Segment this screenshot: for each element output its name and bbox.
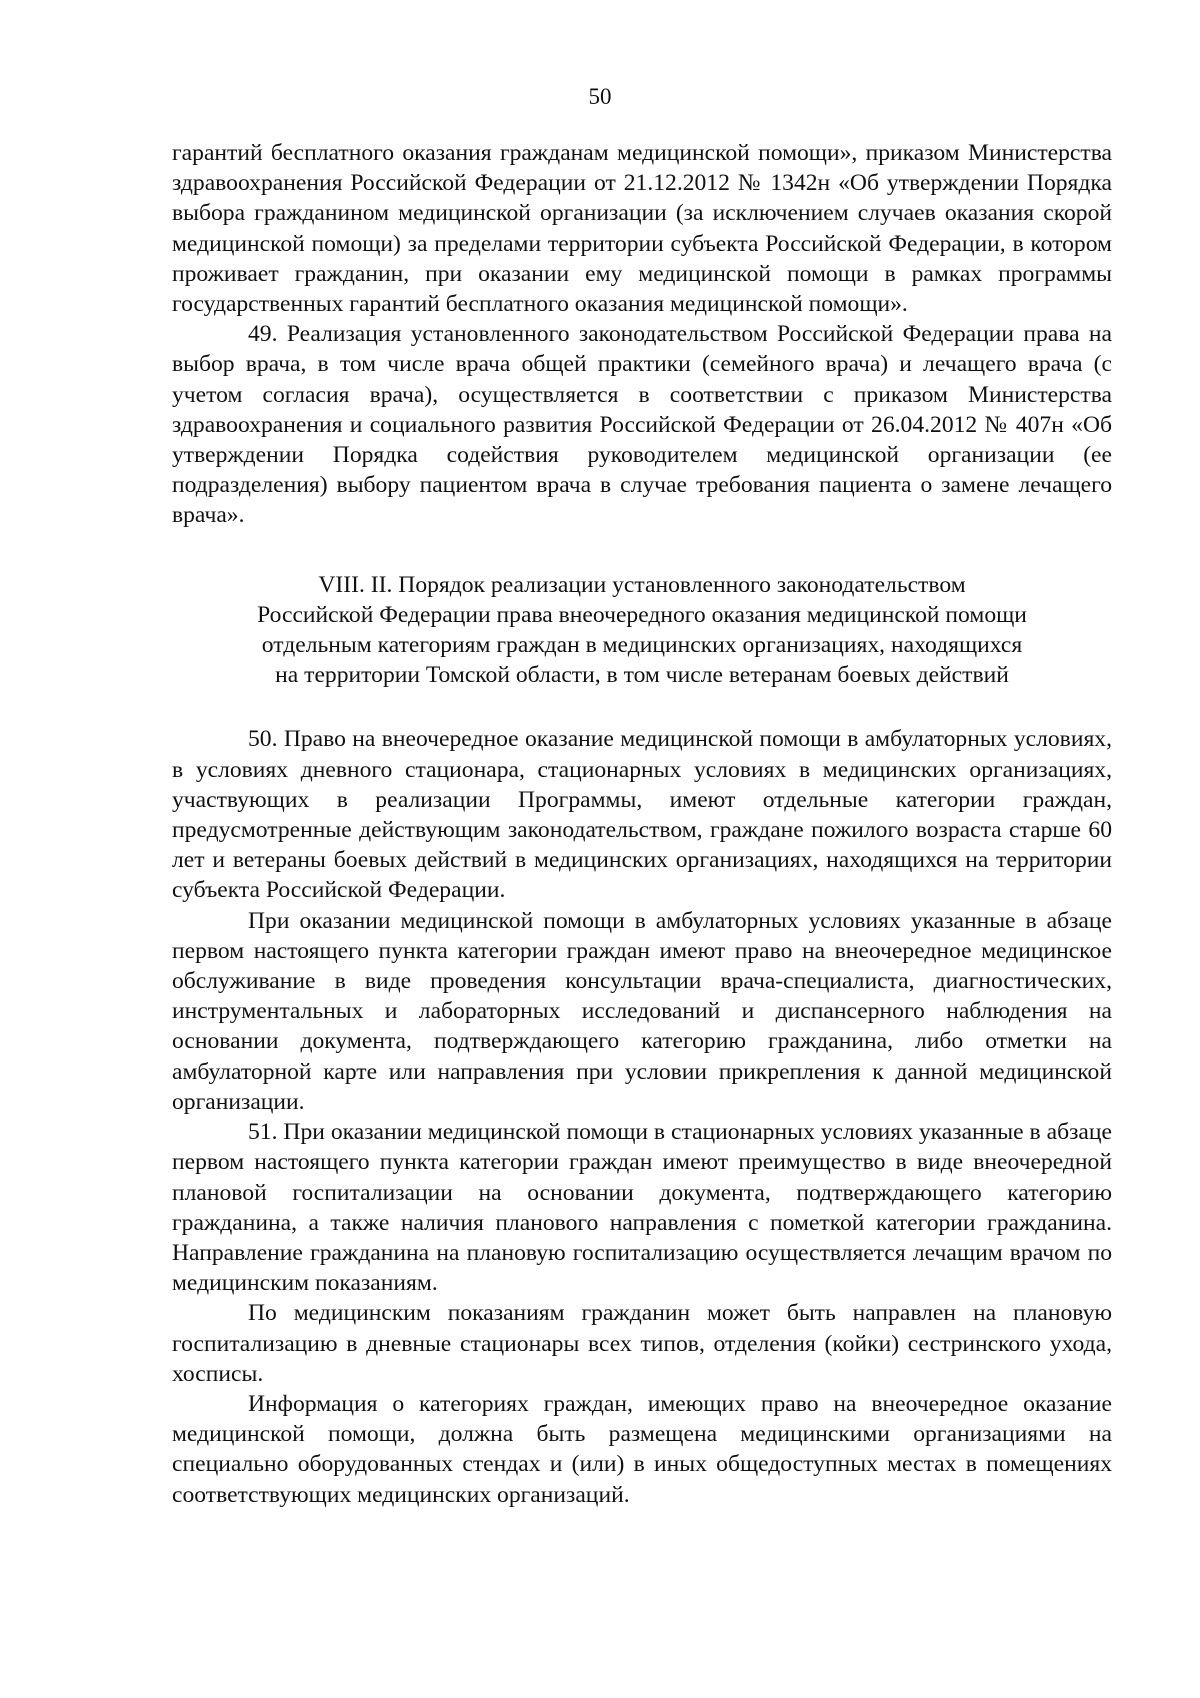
paragraph-50: 50. Право на внеочередное оказание медицинской помощи в амбулаторных условиях, в условиях дневного стационара, стационарных условиях в медицинских организациях, участвующих в реализации Программы, имеют отдельные категории граждан, предусмотренные действующим законодательством, граждане пожилого возраста старше 60 лет и ветераны боевых действий в медицинских организациях, находящихся на территории субъекта Российской Федерации. xyxy=(172,726,1112,904)
paragraph-51-information: Информация о категориях граждан, имеющих право на внеочередное оказание медицинской помощи, должна быть размещена медицинскими организациями на специально оборудованных стендах и (или) в иных общедоступных местах в помещениях соответствующих медицинских организаций. xyxy=(172,1390,1112,1508)
paragraph-49: 49. Реализация установленного законодательством Российской Федерации права на выбор врача, в том числе врача общей практики (семейного врача) и лечащего врача (с учетом согласия врача), осуществляется в соответствии с приказом Министерства здравоохранения и социального развития Российской Федерации от 26.04.2012 № 407н «Об утверждении Порядка содействия руководителем медицинской организации (ее подразделения) выбору пациентом врача в случае требования пациента о замене лечащего врача». xyxy=(172,321,1112,529)
section-heading-line: VIII. II. Порядок реализации установленного законодательством xyxy=(318,571,966,598)
paragraph-continuation: гарантий бесплатного оказания гражданам медицинской помощи», приказом Министерства здравоохранения Российской Федерации от 21.12.2012 № 1342н «Об утверждении Порядка выбора гражданином медицинской организации (за исключением случаев оказания скорой медицинской помощи) за пределами территории субъекта Российской Федерации, в котором проживает гражданин, при оказании ему медицинской помощи в рамках программы государственных гарантий бесплатного оказания медицинской помощи». xyxy=(172,140,1112,318)
section-heading-line: на территории Томской области, в том числе ветеранам боевых действий xyxy=(275,662,1009,689)
paragraph-51: 51. При оказании медицинской помощи в стационарных условиях указанные в абзаце первом настоящего пункта категории граждан имеют преимущество в виде внеочередной плановой госпитализации на основании документа, подтверждающего категорию гражданина, а также наличия планового направления с пометкой категории гражданина. Направление гражданина на плановую госпитализацию осуществляется лечащим врачом по медицинским показаниям. xyxy=(172,1119,1112,1297)
paragraph-50-outpatient: При оказании медицинской помощи в амбулаторных условиях указанные в абзаце первом настоящего пункта категории граждан имеют право на внеочередное медицинское обслуживание в виде проведения консультации врача-специалиста, диагностических, инструментальных и лабораторных исследований и диспансерного наблюдения на основании документа, подтверждающего категорию гражданина, либо отметки на амбулаторной карте или направления при условии прикрепления к данной медицинской организации. xyxy=(172,907,1112,1115)
paragraph-51-day-hospital: По медицинским показаниям гражданин может быть направлен на плановую госпитализацию в дневные стационары всех типов, отделения (койки) сестринского ухода, хосписы. xyxy=(172,1300,1112,1387)
page-number: 50 xyxy=(588,84,612,109)
document-body xyxy=(172,138,1112,1510)
section-heading-line: отдельным категориям граждан в медицинских организациях, находящихся xyxy=(261,632,1023,659)
section-heading-line: Российской Федерации права внеочередного оказания медицинской помощи xyxy=(257,601,1027,628)
section-heading xyxy=(172,570,1112,691)
